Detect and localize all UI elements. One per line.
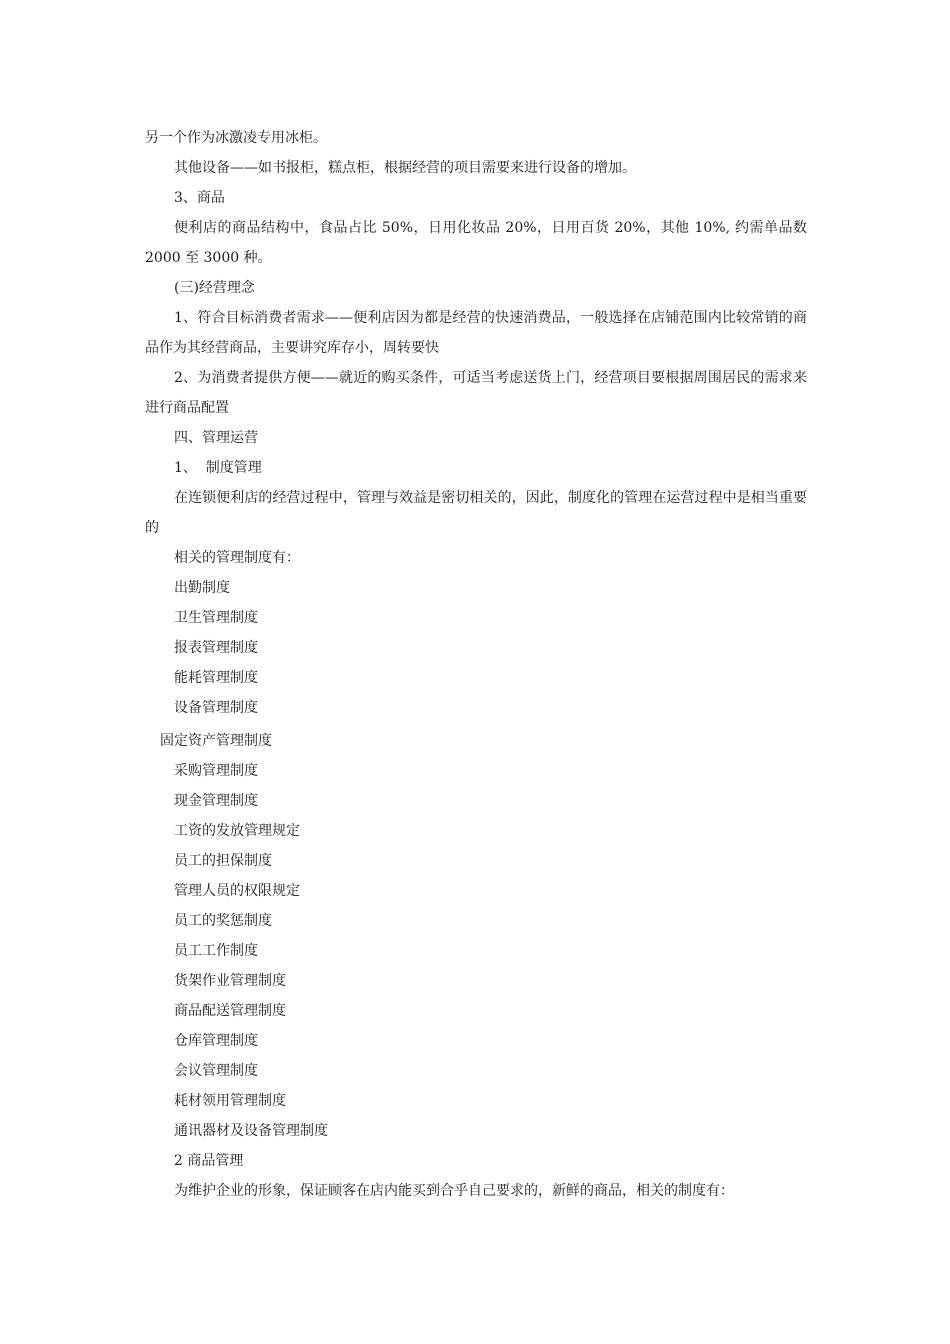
list-item: 出勤制度 (174, 580, 230, 596)
list-item: 员工的担保制度 (174, 853, 272, 869)
list-item: 员工的奖惩制度 (174, 913, 272, 929)
paragraph: 在连锁便利店的经营过程中，管理与效益是密切相关的，因此，制度化的管理在运营过程中是相当重要的 (145, 490, 807, 536)
paragraph: 另一个作为冰激凌专用冰柜。 (145, 130, 327, 146)
list-item: 能耗管理制度 (174, 670, 258, 686)
section-heading: 2 商品管理 (174, 1153, 244, 1169)
list-item: 通讯器材及设备管理制度 (174, 1123, 328, 1139)
paragraph: 相关的管理制度有： (174, 550, 300, 566)
paragraph: 为维护企业的形象，保证顾客在店内能买到合乎自己要求的，新鲜的商品，相关的制度有： (174, 1183, 734, 1199)
list-item: 设备管理制度 (174, 700, 258, 716)
list-item: 固定资产管理制度 (160, 733, 272, 749)
list-item: 工资的发放管理规定 (174, 823, 300, 839)
list-item: 耗材领用管理制度 (174, 1093, 286, 1109)
list-item: 卫生管理制度 (174, 610, 258, 626)
paragraph: 其他设备——如书报柜，糕点柜，根据经营的项目需要来进行设备的增加。 (174, 160, 636, 176)
section-heading: 1、 制度管理 (174, 460, 262, 476)
section-heading: (三)经营理念 (174, 280, 255, 296)
list-item: 会议管理制度 (174, 1063, 258, 1079)
list-item: 现金管理制度 (174, 793, 258, 809)
list-item: 员工工作制度 (174, 943, 258, 959)
list-item: 商品配送管理制度 (174, 1003, 286, 1019)
document-body (145, 123, 807, 1206)
list-item: 采购管理制度 (174, 763, 258, 779)
section-heading: 四、管理运营 (174, 430, 258, 446)
list-item: 管理人员的权限规定 (174, 883, 300, 899)
paragraph: 1、符合目标消费者需求——便利店因为都是经营的快速消费品，一般选择在店铺范围内比较常销的商品作为其经营商品，主要讲究库存小，周转要快 (145, 310, 807, 356)
section-heading: 3、商品 (174, 190, 225, 206)
list-item: 货架作业管理制度 (174, 973, 286, 989)
list-item: 报表管理制度 (174, 640, 258, 656)
paragraph: 2、为消费者提供方便——就近的购买条件，可适当考虑送货上门，经营项目要根据周围居民的需求来进行商品配置 (145, 370, 807, 416)
list-item: 仓库管理制度 (174, 1033, 258, 1049)
paragraph: 便利店的商品结构中，食品占比 50%，日用化妆品 20%，日用百货 20%，其他 10%, 约需单品数 2000 至 3000 种。 (145, 220, 807, 266)
